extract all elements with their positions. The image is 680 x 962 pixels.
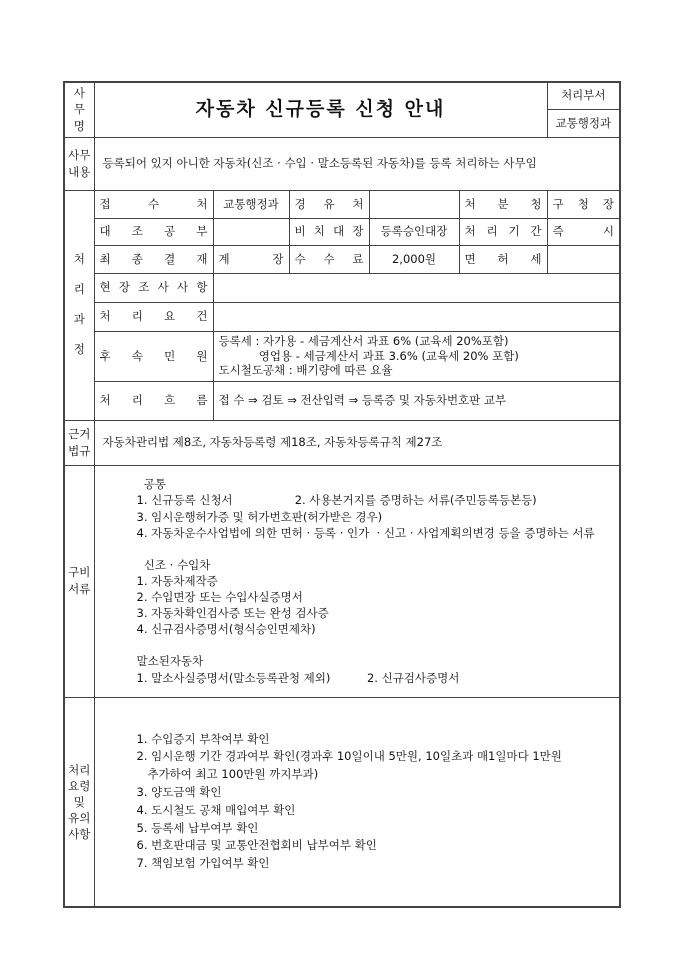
grid-label: 면 허 세 [459, 245, 547, 273]
grid-label: 수 수 료 [289, 245, 369, 273]
description-label: 사무 내용 [64, 137, 94, 190]
field-survey-label: 현 장 조 사 사 항 [94, 273, 213, 302]
grid-value: 계 장 [213, 245, 289, 273]
grid-label: 경 유 처 [289, 190, 369, 218]
grid-value: 구 청 장 [547, 190, 620, 218]
grid-value [369, 190, 459, 218]
process-label: 처 리 과 정 [64, 190, 94, 420]
grid-label: 처 분 청 [459, 190, 547, 218]
dept-value: 교통행정과 [547, 109, 620, 137]
registration-guide-table [63, 81, 621, 908]
dept-label: 처리부서 [547, 82, 620, 109]
field-survey-value [213, 273, 620, 302]
notes-list: 1. 수입증지 부착여부 확인 2. 임시운행 기간 경과여부 확인(경과후 10일이내 5만원, 10일초과 매1일마다 1만원 추가하여 최고 100만원 까지부과) 3. 양도금액 확인 4. 도시철도 공채 매입여부 확인 5. 등록세 납부여부 확인 6. 번호판대금 및 교통안전협회비 납부여부 확인 7. 책임보험 가입여부 확인 [94, 697, 620, 907]
grid-value [547, 245, 620, 273]
legal-basis-label: 근거 법규 [64, 420, 94, 465]
documents-list: 공통 1. 신규등록 신청서 2. 사용본거지를 증명하는 서류(주민등록등본등) 3. 임시운행허가증 및 허가번호판(허가받은 경우) 4. 자동차운수사업법에 의한 면허 · 등록 · 인가 · 신고 · 사업계획의변경 등을 증명하는 서류 신조 · 수입차 1. 자동차제작증 2. 수입면장 또는 수입사실증명서 3. 자동차확인검사증 또는 완성 검사증 4. 신규검사증명서(형식승인면제차) 말소된자동차 1. 말소사실증명서(말소등록관청 제외) 2. 신규검사증명서 [94, 465, 620, 697]
grid-label: 비 치 대 장 [289, 218, 369, 245]
grid-value: 즉 시 [547, 218, 620, 245]
grid-label: 대 조 공 부 [94, 218, 213, 245]
requirements-label: 처 리 요 건 [94, 302, 213, 331]
grid-label: 처 리 기 간 [459, 218, 547, 245]
office-name-label: 사 무 명 [64, 82, 94, 137]
flow-label: 처 리 흐 름 [94, 381, 213, 420]
follow-up-text: 등록세 : 자가용 - 세금계산서 과표 6% (교육세 20%포함) 영업용 - 세금계산서 과표 3.6% (교육세 20% 포함) 도시철도공채 : 배기량에 따른 요율 [213, 331, 620, 381]
description-text: 등록되어 있지 아니한 자동차(신조 · 수입 · 말소등록된 자동차)를 등록 처리하는 사무임 [94, 137, 620, 190]
legal-basis-text: 자동차관리법 제8조, 자동차등록령 제18조, 자동차등록규칙 제27조 [94, 420, 620, 465]
grid-value: 2,000원 [369, 245, 459, 273]
grid-value [213, 218, 289, 245]
follow-up-label: 후 속 민 원 [94, 331, 213, 381]
grid-label: 접 수 처 [94, 190, 213, 218]
grid-label: 최 종 결 재 [94, 245, 213, 273]
requirements-value [213, 302, 620, 331]
documents-label: 구비 서류 [64, 465, 94, 697]
flow-text: 접 수 ⇒ 검토 ⇒ 전산입력 ⇒ 등록증 및 자동차번호판 교부 [213, 381, 620, 420]
notes-label: 처리 요령 및 유의 사항 [64, 697, 94, 907]
grid-value: 등록승인대장 [369, 218, 459, 245]
page-title: 자동차 신규등록 신청 안내 [94, 82, 547, 137]
grid-value: 교통행정과 [213, 190, 289, 218]
